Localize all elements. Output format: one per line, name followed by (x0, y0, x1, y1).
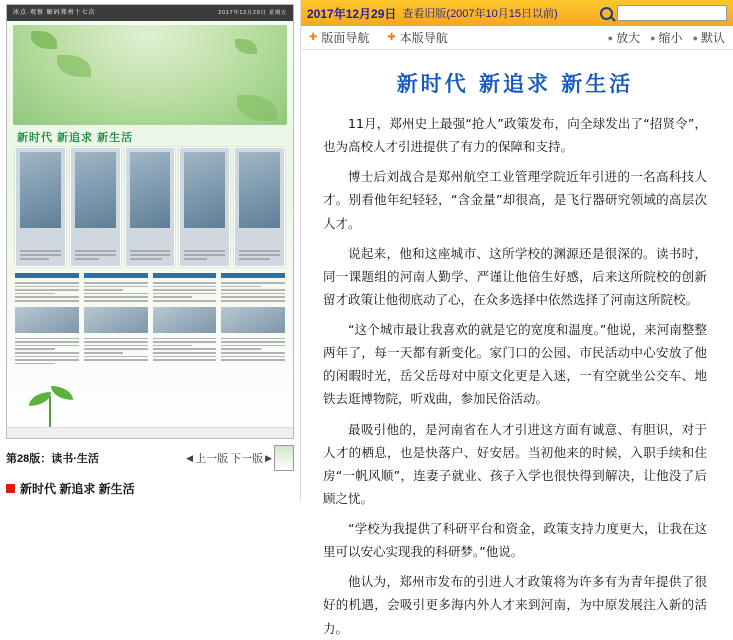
thumbnail-photo (15, 147, 66, 267)
thumbnail-masthead-right: 2017年12月29日 星期五 (218, 10, 287, 16)
thumbnail-controls (6, 445, 294, 471)
newspaper-page-image[interactable] (6, 4, 294, 439)
zoom-tools (608, 29, 725, 46)
footer-article-marker (6, 480, 135, 497)
prev-page-arrow-icon[interactable]: ◀ (186, 452, 194, 463)
zoom-out-button[interactable] (650, 29, 682, 46)
edition-date: 2017年12月29日 (307, 6, 397, 21)
dot-icon: ● (650, 32, 656, 43)
thumbnail-photo (234, 147, 285, 267)
plus-bullet-icon: ✚ (387, 32, 396, 43)
thumbnail-column (153, 273, 217, 432)
section-label: 第28版：读书·生活 (6, 453, 99, 465)
article-body (301, 50, 733, 640)
thumbnail-photo (125, 147, 176, 267)
navigation-bar (301, 26, 733, 50)
nav-item-label: 版面导航 (321, 31, 370, 45)
sprout-decor-icon (21, 380, 81, 430)
thumbnail-photo (179, 147, 230, 267)
article-paragraph: 博士后刘战合是郑州航空工业管理学院近年引进的一名高科技人才。别看他年纪轻轻，“含金量”却很高，是飞行器研究领域的高层次人才。 (323, 169, 707, 231)
thumbnail-footer-strip (7, 427, 293, 438)
newspaper-thumbnail-panel (0, 0, 300, 501)
leaf-decor-icon (235, 39, 257, 54)
dot-icon: ● (692, 32, 698, 43)
search-area (600, 5, 727, 21)
next-page-link[interactable]: 下一版 (230, 453, 264, 465)
article-panel (300, 0, 733, 636)
article-paragraph: “学校为我提供了科研平台和资金，政策支持力度更大，让我在这里可以安心实现我的科研梦。”他说。 (323, 521, 707, 560)
leaf-decor-icon (237, 95, 277, 121)
red-square-icon (6, 484, 15, 493)
mini-page-preview[interactable] (274, 445, 294, 471)
zoom-default-label: 默认 (700, 31, 725, 45)
thumbnail-photo-strip (15, 147, 285, 267)
old-edition-link[interactable]: 查看旧版(2007年10月15日以前) (402, 8, 558, 20)
zoom-in-button[interactable] (608, 29, 640, 46)
nav-item-section-navigation[interactable] (387, 29, 447, 46)
thumbnail-hero-banner (13, 25, 287, 125)
search-icon[interactable] (600, 7, 613, 20)
thumbnail-column (221, 273, 285, 432)
next-page-arrow-icon[interactable]: ▶ (265, 452, 272, 463)
thumbnail-photo (70, 147, 121, 267)
article-paragraph: “这个城市最让我喜欢的就是它的宽度和温度。”他说，来河南整整两年了，每一天都有新变化。家门口的公园、市民活动中心安放了他的闲暇时光，岳父岳母对中原文化更是入迷，一有空就坐公交车、地铁去逛博物院，听戏曲，参加民俗活动。 (323, 322, 707, 407)
article-paragraph: 最吸引他的，是河南省在人才引进这方面有诚意、有胆识，对于人才的栖息，也是快落户、好安居。当初他来的时候，入职手续和住房“一帆风顺”，连妻子就业、孩子入学也很快得到解决，让他没了后顾之忧。 (323, 421, 707, 506)
page-navigation (186, 445, 294, 471)
article-headline: 新时代 新追求 新生活 (396, 72, 634, 96)
dot-icon: ● (607, 32, 614, 43)
article-paragraph: 11月，郑州史上最强“抢人”政策发布，向全球发出了“招贤令”，也为高校人才引进提供了有力的保障和支持。 (323, 116, 707, 155)
article-paragraph: 他认为，郑州市发布的引进人才政策将为许多有为青年提供了很好的机遇，会吸引更多海内外人才来到河南，为中原发展注入新的活力。 (323, 574, 707, 636)
thumbnail-masthead (7, 5, 293, 21)
thumbnail-masthead-left: 冰点·观察 解码郑州十七次 (13, 10, 96, 16)
nav-item-page-navigation[interactable] (309, 29, 369, 46)
leaf-decor-icon (31, 31, 57, 49)
zoom-out-label: 缩小 (658, 31, 683, 45)
search-input[interactable] (617, 5, 727, 21)
article-paragraph: 说起来，他和这座城市、这所学校的渊源还是很深的。读书时，同一课题组的河南人勤学、严谨让他倍生好感，后来这所院校的创新留才政策让他彻底动了心，在众多选择中依然选择了河南这所院校。 (323, 245, 707, 307)
thumbnail-hero-title: 新时代 新追求 新生活 (17, 132, 134, 144)
top-bar (301, 0, 733, 26)
prev-page-link[interactable]: 上一版 (195, 453, 229, 465)
thumbnail-column (84, 273, 148, 432)
nav-item-label: 本版导航 (399, 31, 448, 45)
thumbnail-body (7, 21, 293, 438)
zoom-in-label: 放大 (616, 31, 641, 45)
footer-article-title[interactable]: 新时代 新追求 新生活 (20, 482, 135, 496)
zoom-default-button[interactable] (693, 29, 725, 46)
plus-bullet-icon: ✚ (309, 32, 318, 43)
leaf-decor-icon (57, 55, 91, 77)
